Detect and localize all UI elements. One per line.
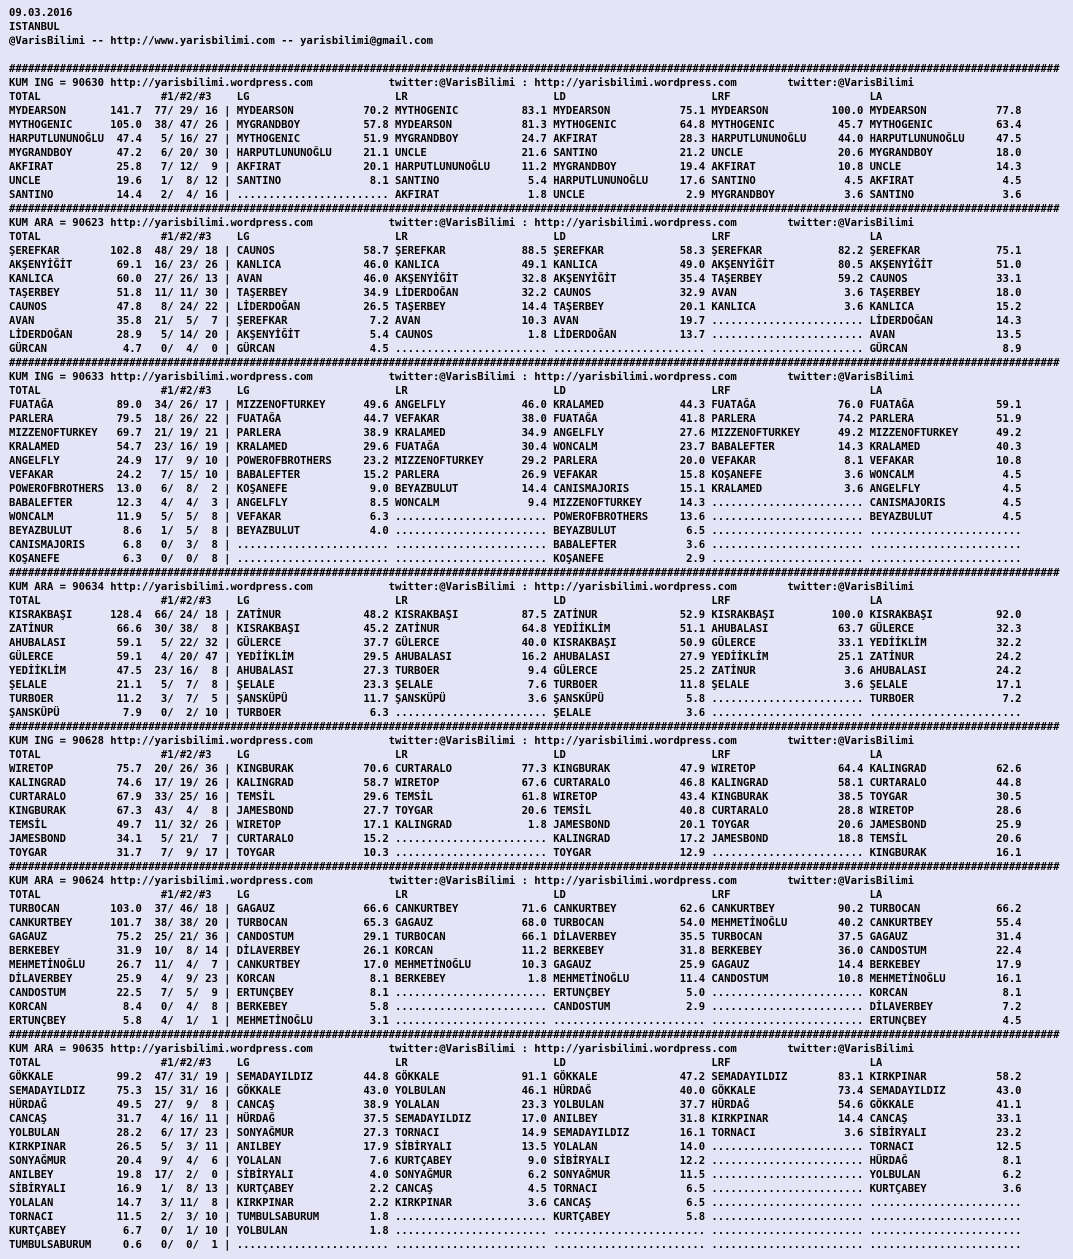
separator-line: ######################################################################################################################################################################	[9, 721, 1060, 733]
horse-row: BEYAZBULUT 8.6 1/ 5/ 8 | BEYAZBULUT 4.0 ........................ BEYAZBULUT 6.5 ........................ ........................	[9, 525, 1022, 537]
horse-row: AKFIRAT 25.8 7/ 12/ 9 | AKFIRAT 20.1 HARPUTLUNUNOĞLU 11.2 MYGRANDBOY 19.4 AKFIRAT 10.8 UNCLE 14.3	[9, 161, 1022, 173]
separator-line: ######################################################################################################################################################################	[9, 357, 1060, 369]
race-section	[9, 62, 1059, 202]
horse-row: HÜRDAĞ 49.5 27/ 9/ 8 | CANCAŞ 38.9 YOLALAN 23.3 YOLBULAN 37.7 HÜRDAĞ 54.6 GÖKKALE 41.1	[9, 1099, 1022, 1111]
horse-row: KALINGRAD 74.6 17/ 19/ 26 | KALINGRAD 58.7 WIRETOP 67.6 CURTARALO 46.8 KALINGRAD 58.1 CURTARALO 44.8	[9, 777, 1022, 789]
horse-row: AVAN 35.8 21/ 5/ 7 | ŞEREFKAR 7.2 AVAN 10.3 AVAN 19.7 ........................ LİDERDOĞAN 14.3	[9, 315, 1022, 327]
separator-line: ######################################################################################################################################################################	[9, 203, 1060, 215]
horse-row: MYDEARSON 141.7 77/ 29/ 16 | MYDEARSON 70.2 MYTHOGENIC 83.1 MYDEARSON 75.1 MYDEARSON 100.0 MYDEARSON 77.8	[9, 105, 1022, 117]
race-title-line: KUM ARA = 90635 http://yarisbilimi.wordpress.com twitter:@VarisBilimi : http://yarisbilimi.wordpress.com twitter:@VarisBilimi	[9, 1043, 914, 1055]
horse-row: BERKEBEY 31.9 10/ 8/ 14 | DİLAVERBEY 26.1 KORCAN 11.2 BERKEBEY 31.8 BERKEBEY 36.0 CANDOSTUM 22.4	[9, 945, 1022, 957]
horse-row: ŞEREFKAR 102.8 48/ 29/ 18 | CAUNOS 58.7 ŞEREFKAR 88.5 ŞEREFKAR 58.3 ŞEREFKAR 82.2 ŞEREFKAR 75.1	[9, 245, 1022, 257]
horse-row: PARLERA 79.5 18/ 26/ 22 | FUATAĞA 44.7 VEFAKAR 38.0 FUATAĞA 41.8 PARLERA 74.2 PARLERA 51.9	[9, 413, 1022, 425]
race-sections	[9, 62, 1059, 1252]
horse-row: FUATAĞA 89.0 34/ 26/ 17 | MIZZENOFTURKEY 49.6 ANGELFLY 46.0 KRALAMED 44.3 FUATAĞA 76.0 FUATAĞA 59.1	[9, 399, 1022, 411]
horse-row: KRALAMED 54.7 23/ 16/ 19 | KRALAMED 29.6 FUATAĞA 30.4 WONCALM 23.7 BABALEFTER 14.3 KRALAMED 40.3	[9, 441, 1022, 453]
race-report-document	[9, 6, 1059, 1252]
spacer	[9, 48, 1059, 62]
column-header-line: TOTAL #1/#2/#3 LG LR LD LRF LA	[9, 749, 883, 761]
horse-row: BABALEFTER 12.3 4/ 4/ 3 | ANGELFLY 8.5 WONCALM 9.4 MIZZENOFTURKEY 14.3 ........................ CANISMAJORIS 4.5	[9, 497, 1022, 509]
race-section	[9, 1028, 1059, 1252]
race-section	[9, 202, 1059, 356]
horse-row: SİBİRYALI 16.9 1/ 8/ 13 | KURTÇABEY 2.2 CANCAŞ 4.5 TORNACI 6.5 ........................ KURTÇABEY 3.6	[9, 1183, 1022, 1195]
horse-row: ERTUNÇBEY 5.8 4/ 1/ 1 | MEHMETİNOĞLU 3.1 ........................ ........................ ........................ ERTUNÇBEY 4.5	[9, 1015, 1022, 1027]
horse-row: MYTHOGENIC 105.0 38/ 47/ 26 | MYGRANDBOY 57.8 MYDEARSON 81.3 MYTHOGENIC 64.8 MYTHOGENIC 45.7 MYTHOGENIC 63.4	[9, 119, 1022, 131]
horse-row: CANCAŞ 31.7 4/ 16/ 11 | HÜRDAĞ 37.5 SEMADAYILDIZ 17.0 ANILBEY 31.8 KIRKPINAR 14.4 CANCAŞ 33.1	[9, 1113, 1022, 1125]
horse-row: MIZZENOFTURKEY 69.7 21/ 19/ 21 | PARLERA 38.9 KRALAMED 34.9 ANGELFLY 27.6 MIZZENOFTURKEY 49.2 MIZZENOFTURKEY 49.2	[9, 427, 1022, 439]
separator-line: ######################################################################################################################################################################	[9, 861, 1060, 873]
horse-row: WONCALM 11.9 5/ 5/ 8 | VEFAKAR 6.3 ........................ POWEROFBROTHERS 13.6 ........................ BEYAZBULUT 4.5	[9, 511, 1022, 523]
race-title-line: KUM ARA = 90623 http://yarisbilimi.wordpress.com twitter:@VarisBilimi : http://yarisbilimi.wordpress.com twitter:@VarisBilimi	[9, 217, 914, 229]
horse-row: TEMSİL 49.7 11/ 32/ 26 | WIRETOP 17.1 KALINGRAD 1.8 JAMESBOND 20.1 TOYGAR 20.6 JAMESBOND 25.9	[9, 819, 1022, 831]
horse-row: POWEROFBROTHERS 13.0 6/ 8/ 2 | KOŞANEFE 9.0 BEYAZBULUT 14.4 CANISMAJORIS 15.1 KRALAMED 3.6 ANGELFLY 4.5	[9, 483, 1022, 495]
horse-row: MYGRANDBOY 47.2 6/ 20/ 30 | HARPUTLUNUNOĞLU 21.1 UNCLE 21.6 SANTINO 21.2 UNCLE 20.6 MYGRANDBOY 18.0	[9, 147, 1022, 159]
horse-row: AHUBALASI 59.1 5/ 22/ 32 | GÜLERCE 37.7 GÜLERCE 40.0 KISRAKBAŞI 50.9 GÜLERCE 33.1 YEDİİKLİM 32.2	[9, 637, 1022, 649]
column-header-line: TOTAL #1/#2/#3 LG LR LD LRF LA	[9, 1057, 883, 1069]
race-title-line: KUM ING = 90630 http://yarisbilimi.wordpress.com twitter:@VarisBilimi : http://yarisbilimi.wordpress.com twitter:@VarisBilimi	[9, 77, 914, 89]
horse-row: CANDOSTUM 22.5 7/ 5/ 9 | ERTUNÇBEY 8.1 ........................ ERTUNÇBEY 5.0 ........................ KORCAN 8.1	[9, 987, 1022, 999]
race-section	[9, 720, 1059, 860]
race-title-line: KUM ING = 90628 http://yarisbilimi.wordpress.com twitter:@VarisBilimi : http://yarisbilimi.wordpress.com twitter:@VarisBilimi	[9, 735, 914, 747]
contact-line: @VarisBilimi -- http://www.yarisbilimi.com -- yarisbilimi@gmail.com	[9, 35, 433, 47]
report-date: 09.03.2016	[9, 7, 73, 19]
horse-row: YOLBULAN 28.2 6/ 17/ 23 | SONYAĞMUR 27.3 TORNACI 14.9 SEMADAYILDIZ 16.1 TORNACI 3.6 SİBİRYALI 23.2	[9, 1127, 1022, 1139]
race-section	[9, 566, 1059, 720]
horse-row: AKŞENYİĞİT 69.1 16/ 23/ 26 | KANLICA 46.0 KANLICA 49.1 KANLICA 49.0 AKŞENYİĞİT 80.5 AKŞENYİĞİT 51.0	[9, 259, 1022, 271]
horse-row: CURTARALO 67.9 33/ 25/ 16 | TEMSİL 29.6 TEMSİL 61.8 WIRETOP 43.4 KINGBURAK 38.5 TOYGAR 30.5	[9, 791, 1022, 803]
horse-row: KANLICA 60.0 27/ 26/ 13 | AVAN 46.0 AKŞENYİĞİT 32.8 AKŞENYİĞİT 35.4 TAŞERBEY 59.2 CAUNOS 33.1	[9, 273, 1022, 285]
report-city: ISTANBUL	[9, 21, 60, 33]
race-title-line: KUM ARA = 90634 http://yarisbilimi.wordpress.com twitter:@VarisBilimi : http://yarisbilimi.wordpress.com twitter:@VarisBilimi	[9, 581, 914, 593]
horse-row: GAGAUZ 75.2 25/ 21/ 36 | CANDOSTUM 29.1 TURBOCAN 66.1 DİLAVERBEY 35.5 TURBOCAN 37.5 GAGAUZ 31.4	[9, 931, 1022, 943]
horse-row: KURTÇABEY 6.7 0/ 1/ 10 | YOLBULAN 1.8 ........................ ........................ ........................ ........................	[9, 1225, 1022, 1237]
horse-row: KINGBURAK 67.3 43/ 4/ 8 | JAMESBOND 27.7 TOYGAR 20.6 TEMSİL 40.8 CURTARALO 28.8 WIRETOP 28.6	[9, 805, 1022, 817]
horse-row: GÖKKALE 99.2 47/ 31/ 19 | SEMADAYILDIZ 44.8 GÖKKALE 91.1 GÖKKALE 47.2 SEMADAYILDIZ 83.1 KIRKPINAR 58.2	[9, 1071, 1022, 1083]
horse-row: DİLAVERBEY 25.9 4/ 9/ 23 | KORCAN 8.1 BERKEBEY 1.8 MEHMETİNOĞLU 11.4 CANDOSTUM 10.8 MEHMETİNOĞLU 16.1	[9, 973, 1022, 985]
horse-row: TUMBULSABURUM 0.6 0/ 0/ 1 | ........................ ........................ ........................ ........................ ........................	[9, 1239, 1022, 1251]
horse-row: SONYAĞMUR 20.4 9/ 4/ 6 | YOLALAN 7.6 KURTÇABEY 9.0 SİBİRYALI 12.2 ........................ HÜRDAĞ 8.1	[9, 1155, 1022, 1167]
horse-row: ANILBEY 19.8 17/ 2/ 0 | SİBİRYALI 4.0 SONYAĞMUR 6.2 SONYAĞMUR 11.5 ........................ YOLBULAN 6.2	[9, 1169, 1022, 1181]
horse-row: SANTINO 14.4 2/ 4/ 16 | ........................ AKFIRAT 1.8 UNCLE 2.9 MYGRANDBOY 3.6 SANTINO 3.6	[9, 189, 1022, 201]
horse-row: VEFAKAR 24.2 7/ 15/ 10 | BABALEFTER 15.2 PARLERA 26.9 VEFAKAR 15.8 KOŞANEFE 3.6 WONCALM 4.5	[9, 469, 1022, 481]
separator-line: ######################################################################################################################################################################	[9, 1029, 1060, 1041]
column-header-line: TOTAL #1/#2/#3 LG LR LD LRF LA	[9, 231, 883, 243]
horse-row: YEDİİKLİM 47.5 23/ 16/ 8 | AHUBALASI 27.3 TURBOER 9.4 GÜLERCE 25.2 ZATİNUR 3.6 AHUBALASI 24.2	[9, 665, 1022, 677]
horse-row: HARPUTLUNUNOĞLU 47.4 5/ 16/ 27 | MYTHOGENIC 51.9 MYGRANDBOY 24.7 AKFIRAT 28.3 HARPUTLUNUNOĞLU 44.0 HARPUTLUNUNOĞLU 47.5	[9, 133, 1022, 145]
horse-row: TORNACI 11.5 2/ 3/ 10 | TUMBULSABURUM 1.8 ........................ KURTÇABEY 5.8 ........................ ........................	[9, 1211, 1022, 1223]
horse-row: LİDERDOĞAN 28.9 5/ 14/ 20 | AKŞENYİĞİT 5.4 CAUNOS 1.8 LİDERDOĞAN 13.7 ........................ AVAN 13.5	[9, 329, 1022, 341]
horse-row: GÜLERCE 59.1 4/ 20/ 47 | YEDİİKLİM 29.5 AHUBALASI 16.2 AHUBALASI 27.9 YEDİİKLİM 25.1 ZATİNUR 24.2	[9, 651, 1022, 663]
horse-row: ZATİNUR 66.6 30/ 38/ 8 | KISRAKBAŞI 45.2 ZATİNUR 64.8 YEDİİKLİM 51.1 AHUBALASI 63.7 GÜLERCE 32.3	[9, 623, 1022, 635]
horse-row: YOLALAN 14.7 3/ 11/ 8 | KIRKPINAR 2.2 KIRKPINAR 3.6 CANCAŞ 6.5 ........................ ........................	[9, 1197, 1022, 1209]
horse-row: TURBOER 11.2 3/ 7/ 5 | ŞANSKÜPÜ 11.7 ŞANSKÜPÜ 3.6 ŞANSKÜPÜ 5.8 ........................ TURBOER 7.2	[9, 693, 1022, 705]
column-header-line: TOTAL #1/#2/#3 LG LR LD LRF LA	[9, 385, 883, 397]
horse-row: GÜRCAN 4.7 0/ 4/ 0 | GÜRCAN 4.5 ........................ ........................ ........................ GÜRCAN 8.9	[9, 343, 1022, 355]
column-header-line: TOTAL #1/#2/#3 LG LR LD LRF LA	[9, 91, 883, 103]
horse-row: CANKURTBEY 101.7 38/ 38/ 20 | TURBOCAN 65.3 GAGAUZ 68.0 TURBOCAN 54.0 MEHMETİNOĞLU 40.2 CANKURTBEY 55.4	[9, 917, 1022, 929]
race-title-line: KUM ING = 90633 http://yarisbilimi.wordpress.com twitter:@VarisBilimi : http://yarisbilimi.wordpress.com twitter:@VarisBilimi	[9, 371, 914, 383]
horse-row: KORCAN 8.4 0/ 4/ 8 | BERKEBEY 5.8 ........................ CANDOSTUM 2.9 ........................ DİLAVERBEY 7.2	[9, 1001, 1022, 1013]
horse-row: JAMESBOND 34.1 5/ 21/ 7 | CURTARALO 15.2 ........................ KALINGRAD 17.2 JAMESBOND 18.8 TEMSİL 20.6	[9, 833, 1022, 845]
horse-row: TOYGAR 31.7 7/ 9/ 17 | TOYGAR 10.3 ........................ TOYGAR 12.9 ........................ KINGBURAK 16.1	[9, 847, 1022, 859]
horse-row: ŞANSKÜPÜ 7.9 0/ 2/ 10 | TURBOER 6.3 ........................ ŞELALE 3.6 ........................ ........................	[9, 707, 1022, 719]
horse-row: TAŞERBEY 51.8 11/ 11/ 30 | TAŞERBEY 34.9 LİDERDOĞAN 32.2 CAUNOS 32.9 AVAN 3.6 TAŞERBEY 18.0	[9, 287, 1022, 299]
horse-row: ŞELALE 21.1 5/ 7/ 8 | ŞELALE 23.3 ŞELALE 7.6 TURBOER 11.8 ŞELALE 3.6 ŞELALE 17.1	[9, 679, 1022, 691]
horse-row: SEMADAYILDIZ 75.3 15/ 31/ 16 | GÖKKALE 43.0 YOLBULAN 46.1 HÜRDAĞ 40.0 GÖKKALE 73.4 SEMADAYILDIZ 43.0	[9, 1085, 1022, 1097]
column-header-line: TOTAL #1/#2/#3 LG LR LD LRF LA	[9, 889, 883, 901]
horse-row: MEHMETİNOĞLU 26.7 11/ 4/ 7 | CANKURTBEY 17.0 MEHMETİNOĞLU 10.3 GAGAUZ 25.9 GAGAUZ 14.4 BERKEBEY 17.9	[9, 959, 1022, 971]
horse-row: TURBOCAN 103.0 37/ 46/ 18 | GAGAUZ 66.6 CANKURTBEY 71.6 CANKURTBEY 62.6 CANKURTBEY 90.2 TURBOCAN 66.2	[9, 903, 1022, 915]
column-header-line: TOTAL #1/#2/#3 LG LR LD LRF LA	[9, 595, 883, 607]
horse-row: KISRAKBAŞI 128.4 66/ 24/ 18 | ZATİNUR 48.2 KISRAKBAŞI 87.5 ZATİNUR 52.9 KISRAKBAŞI 100.0 KISRAKBAŞI 92.0	[9, 609, 1022, 621]
race-section	[9, 356, 1059, 566]
race-section	[9, 860, 1059, 1028]
separator-line: ######################################################################################################################################################################	[9, 63, 1060, 75]
horse-row: KOŞANEFE 6.3 0/ 0/ 8 | ........................ ........................ KOŞANEFE 2.9 ........................ ........................	[9, 553, 1022, 565]
race-title-line: KUM ARA = 90624 http://yarisbilimi.wordpress.com twitter:@VarisBilimi : http://yarisbilimi.wordpress.com twitter:@VarisBilimi	[9, 875, 914, 887]
horse-row: KIRKPINAR 26.5 5/ 3/ 11 | ANILBEY 17.9 SİBİRYALI 13.5 YOLALAN 14.0 ........................ TORNACI 12.5	[9, 1141, 1022, 1153]
separator-line: ######################################################################################################################################################################	[9, 567, 1060, 579]
horse-row: CANISMAJORIS 6.8 0/ 3/ 8 | ........................ ........................ BABALEFTER 3.6 ........................ ........................	[9, 539, 1022, 551]
horse-row: ANGELFLY 24.9 17/ 9/ 10 | POWEROFBROTHERS 23.2 MIZZENOFTURKEY 29.2 PARLERA 20.0 VEFAKAR 8.1 VEFAKAR 10.8	[9, 455, 1022, 467]
horse-row: WIRETOP 75.7 20/ 26/ 36 | KINGBURAK 70.6 CURTARALO 77.3 KINGBURAK 47.9 WIRETOP 64.4 KALINGRAD 62.6	[9, 763, 1022, 775]
horse-row: UNCLE 19.6 1/ 8/ 12 | SANTINO 8.1 SANTINO 5.4 HARPUTLUNUNOĞLU 17.6 SANTINO 4.5 AKFIRAT 4.5	[9, 175, 1022, 187]
horse-row: CAUNOS 47.8 8/ 24/ 22 | LİDERDOĞAN 26.5 TAŞERBEY 14.4 TAŞERBEY 20.1 KANLICA 3.6 KANLICA 15.2	[9, 301, 1022, 313]
